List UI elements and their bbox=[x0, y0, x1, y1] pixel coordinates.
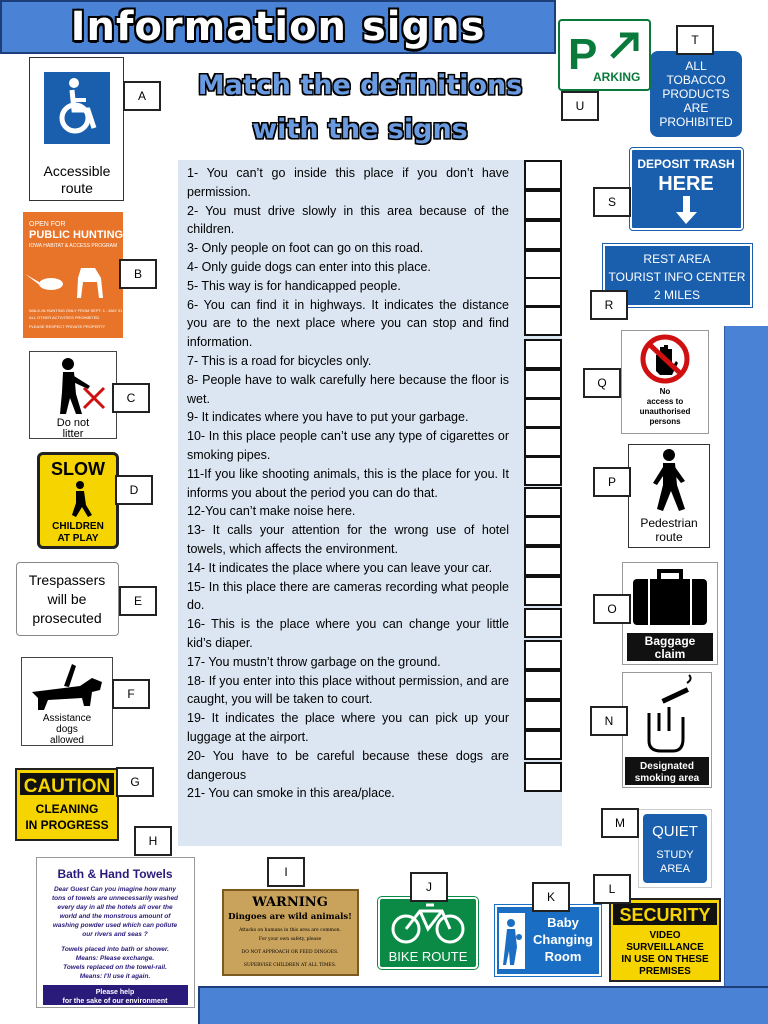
instructions-line-1: Match the definitions bbox=[197, 70, 523, 101]
label-a: A bbox=[123, 81, 161, 111]
sign-accessible-route bbox=[29, 57, 124, 201]
sign-j-text: BIKE ROUTE bbox=[388, 949, 468, 964]
sign-s-line-2: HERE bbox=[658, 173, 714, 195]
sign-baggage-claim bbox=[622, 562, 718, 665]
sign-u-letter: P bbox=[568, 30, 598, 79]
label-r: R bbox=[590, 290, 628, 320]
sign-h-footer-1: Please help bbox=[95, 989, 135, 996]
sign-h-body-8: Means: Please exchange. bbox=[75, 955, 155, 962]
sign-b-line-5: ALL OTHER ACTIVITIES PROHIBITED bbox=[29, 315, 100, 320]
sign-p-line-1: Pedestrian bbox=[640, 516, 698, 530]
sign-r-line-1: REST AREA bbox=[643, 252, 711, 266]
label-l: L bbox=[593, 874, 631, 904]
sign-t-line-3: PRODUCTS bbox=[662, 87, 730, 101]
sign-l-line-1: SECURITY bbox=[619, 905, 711, 925]
sign-trespassers bbox=[16, 562, 119, 636]
answer-box-5[interactable] bbox=[524, 277, 562, 307]
page-title: Information signs bbox=[70, 4, 486, 50]
sign-h-body-1: Dear Guest Can you imagine how many bbox=[53, 886, 177, 893]
label-i: I bbox=[267, 857, 305, 887]
sign-deposit-trash bbox=[630, 148, 743, 230]
label-f: F bbox=[112, 679, 150, 709]
sign-n-line-2: smoking area bbox=[634, 773, 700, 784]
definition-item: 3- Only people on foot can go on this road. bbox=[187, 241, 424, 256]
answer-box-17[interactable] bbox=[524, 640, 562, 670]
label-c: C bbox=[112, 383, 150, 413]
answer-box-7[interactable] bbox=[524, 339, 562, 369]
definition-item: 5- This way is for handicapped people. bbox=[187, 278, 401, 293]
sign-b-line-1: OPEN FOR bbox=[29, 221, 66, 228]
sign-parking bbox=[558, 19, 651, 91]
sign-t-line-1: ALL bbox=[685, 59, 707, 73]
definition-item: 2- You must drive slowly in this area because of the children. bbox=[187, 203, 509, 237]
sign-do-not-litter bbox=[29, 351, 117, 439]
deer-icon bbox=[77, 256, 103, 298]
sign-security bbox=[609, 898, 721, 982]
sign-q-line-4: persons bbox=[649, 417, 681, 426]
sign-i-line-1: WARNING bbox=[252, 895, 328, 910]
sign-r-line-2: TOURIST INFO CENTER bbox=[608, 270, 746, 284]
answer-box-8[interactable] bbox=[524, 369, 562, 399]
sign-h-body-2: tons of towels are unnecessarily washed bbox=[51, 895, 179, 902]
bicycle-icon bbox=[393, 905, 463, 942]
sign-b-line-3: IOWA HABITAT & ACCESS PROGRAM bbox=[29, 243, 118, 249]
definition-item: 21- You can smoke in this area/place. bbox=[187, 786, 395, 801]
sign-a-line-2: route bbox=[61, 180, 93, 196]
sign-l-line-2: VIDEO bbox=[649, 930, 681, 941]
sign-i-line-5: DO NOT APPROACH OR FEED DINGOES. bbox=[241, 950, 339, 955]
label-n: N bbox=[590, 706, 628, 736]
sign-bath-towels bbox=[36, 857, 195, 1008]
label-g: G bbox=[116, 767, 154, 797]
definitions-list bbox=[187, 164, 509, 803]
label-h: H bbox=[134, 826, 172, 856]
answer-box-2[interactable] bbox=[524, 190, 562, 220]
answer-box-6[interactable] bbox=[524, 306, 562, 336]
sign-m-line-3: AREA bbox=[660, 863, 690, 875]
label-t: T bbox=[676, 25, 714, 55]
sign-b-line-6: PLEASE RESPECT PRIVATE PROPERTY bbox=[29, 324, 106, 329]
definition-item: 7- This is a road for bicycles only. bbox=[187, 353, 372, 368]
definition-item: 18- If you enter into this place without permission, and are caught, you will be taken to court. bbox=[187, 673, 509, 707]
sign-d-line-1: SLOW bbox=[51, 459, 105, 479]
sign-q-line-3: unauthorised bbox=[639, 407, 691, 416]
sign-q-line-2: access to bbox=[646, 397, 684, 406]
sign-e-line-1: Trespassers bbox=[28, 572, 106, 588]
sign-u-text: ARKING bbox=[593, 70, 641, 84]
sign-l-line-3: SURVEILLANCE bbox=[626, 942, 704, 953]
sign-a-line-1: Accessible bbox=[43, 163, 111, 179]
sign-f-line-1: Assistance bbox=[42, 713, 92, 724]
answer-box-10[interactable] bbox=[524, 427, 562, 457]
sign-e-line-3: prosecuted bbox=[32, 610, 102, 626]
label-s: S bbox=[593, 187, 631, 217]
answer-box-3[interactable] bbox=[524, 220, 562, 250]
sign-g-line-1: CAUTION bbox=[23, 776, 111, 797]
sign-o-line-1: Baggage bbox=[644, 634, 696, 648]
answer-box-1[interactable] bbox=[524, 160, 562, 190]
definition-item: 8- People have to walk carefully here because the floor is wet. bbox=[187, 372, 509, 406]
definition-item: 13- It calls your attention for the wrong use of hotel towels, which affects the environment. bbox=[187, 523, 509, 556]
definition-item: 1- You can’t go inside this place if you don’t have permission. bbox=[187, 166, 509, 199]
sign-i-line-2: Dingoes are wild animals! bbox=[228, 912, 352, 922]
walking-person-icon bbox=[653, 449, 685, 511]
sign-pedestrian-route bbox=[628, 444, 710, 548]
label-m: M bbox=[601, 808, 639, 838]
sign-assistance-dogs bbox=[21, 657, 113, 746]
sign-d-line-2: CHILDREN bbox=[52, 521, 104, 532]
sign-tobacco-prohibited bbox=[650, 51, 742, 137]
sign-h-title: Bath & Hand Towels bbox=[57, 867, 173, 881]
sign-quiet-study bbox=[638, 809, 712, 888]
sign-h-body-7: Towels placed into bath or shower. bbox=[61, 946, 169, 953]
definition-item: 10- In this place people can’t use any type of cigarettes or smoking pipes. bbox=[187, 429, 509, 462]
label-u: U bbox=[561, 91, 599, 121]
sign-c-line-1: Do not bbox=[56, 417, 90, 429]
running-child-icon bbox=[72, 481, 92, 517]
sign-h-body-3: every day in all the hotels all over the bbox=[57, 904, 173, 911]
sign-caution-cleaning bbox=[15, 768, 119, 841]
answer-box-12[interactable] bbox=[524, 487, 562, 517]
sign-bike-route bbox=[378, 897, 478, 969]
sign-h-body-9: Towels replaced on the towel-rail. bbox=[63, 964, 167, 971]
sign-p-line-2: route bbox=[655, 530, 683, 544]
sign-baby-changing bbox=[495, 905, 601, 976]
sign-g-line-2: CLEANING bbox=[35, 802, 99, 816]
answer-box-21[interactable] bbox=[524, 762, 562, 792]
label-j: J bbox=[410, 872, 448, 902]
sign-s-line-1: DEPOSIT TRASH bbox=[637, 157, 735, 171]
pheasant-icon bbox=[25, 274, 63, 290]
definition-item: 17- You mustn’t throw garbage on the ground. bbox=[187, 654, 441, 669]
guide-dog-icon bbox=[32, 664, 102, 710]
answer-box-20[interactable] bbox=[524, 730, 562, 760]
smoking-hand-icon bbox=[649, 707, 683, 751]
label-b: B bbox=[119, 259, 157, 289]
sign-q-line-1: No bbox=[659, 387, 671, 396]
sign-k-line-3: Room bbox=[544, 949, 582, 964]
answer-box-4[interactable] bbox=[524, 250, 562, 280]
definition-item: 4- Only guide dogs can enter into this place. bbox=[187, 259, 431, 274]
sign-no-access bbox=[621, 330, 709, 434]
sign-t-line-2: TOBACCO bbox=[666, 73, 726, 87]
sign-t-line-4: ARE bbox=[683, 101, 709, 115]
sign-t-line-5: PROHIBITED bbox=[659, 115, 733, 129]
label-k: K bbox=[532, 882, 570, 912]
answer-box-11[interactable] bbox=[524, 456, 562, 486]
sign-i-line-3: Attacks on humans in this area are common. bbox=[239, 928, 341, 933]
sign-m-line-2: STUDY bbox=[656, 849, 694, 861]
label-o: O bbox=[593, 594, 631, 624]
sign-n-line-1: Designated bbox=[640, 761, 694, 772]
sign-h-footer-2: for the sake of our environment bbox=[62, 998, 168, 1005]
sign-k-line-1: Baby bbox=[547, 915, 579, 930]
no-entry-hand-icon bbox=[643, 337, 687, 381]
definition-item: 14- It indicates the place where you can leave your car. bbox=[187, 560, 493, 575]
sign-b-line-2: PUBLIC HUNTING bbox=[29, 229, 123, 241]
sign-o-line-2: claim bbox=[654, 647, 686, 661]
definition-item: 15- In this place there are cameras recording what people do. bbox=[187, 579, 509, 613]
sign-warning-dingoes bbox=[222, 889, 359, 976]
arrow-down-icon bbox=[676, 196, 697, 224]
sign-l-line-4: IN USE ON THESE bbox=[621, 954, 709, 965]
definition-item: 9- It indicates where you have to put your garbage. bbox=[187, 410, 469, 425]
sign-f-line-3: allowed bbox=[50, 735, 84, 745]
label-e: E bbox=[119, 586, 157, 616]
answer-box-9[interactable] bbox=[524, 398, 562, 428]
sign-r-line-3: 2 MILES bbox=[653, 288, 701, 302]
answer-box-15[interactable] bbox=[524, 576, 562, 606]
answer-box-16[interactable] bbox=[524, 608, 562, 638]
label-d: D bbox=[115, 475, 153, 505]
bottom-decor-bar bbox=[198, 986, 768, 1024]
sign-h-body-10: Means: I'll use it again. bbox=[79, 973, 151, 980]
definition-item: 11-If you like shooting animals, this is the place for you. It informs you about the period you can do that. bbox=[187, 466, 509, 500]
answer-box-19[interactable] bbox=[524, 700, 562, 730]
sign-i-line-4: For your own safety, please bbox=[258, 937, 322, 942]
instructions-line-2: with the signs bbox=[252, 114, 468, 145]
answer-box-18[interactable] bbox=[524, 670, 562, 700]
sign-f-line-2: dogs bbox=[56, 724, 78, 735]
answer-box-14[interactable] bbox=[524, 546, 562, 576]
sign-b-line-4: WALK-IN HUNTING ONLY FROM SEPT. 1 - MAY 31 bbox=[29, 308, 123, 313]
definition-item: 12-You can’t make noise here. bbox=[187, 504, 356, 519]
crossed-out-icon bbox=[84, 388, 104, 408]
definition-item: 19- It indicates the place where you can pick up your luggage at the airport. bbox=[187, 711, 509, 744]
right-decor-bar bbox=[724, 326, 768, 1024]
sign-l-line-5: PREMISES bbox=[639, 966, 691, 977]
suitcase-icon bbox=[633, 571, 707, 625]
arrow-up-right-icon bbox=[612, 35, 636, 57]
sign-h-body-5: washing powder used which can pollute bbox=[52, 922, 178, 929]
answer-box-13[interactable] bbox=[524, 516, 562, 546]
definition-item: 6- You can find it in highways. It indicates the distance you are to the next place where you can stop and find information. bbox=[187, 297, 509, 350]
sign-m-line-1: QUIET bbox=[652, 823, 698, 840]
sign-k-line-2: Changing bbox=[533, 932, 593, 947]
sign-i-line-6: SUPERVISE CHILDREN AT ALL TIMES. bbox=[243, 963, 337, 968]
sign-slow-children bbox=[37, 452, 119, 549]
sign-c-line-2: litter bbox=[62, 428, 84, 438]
sign-e-line-2: will be bbox=[47, 591, 87, 607]
sign-h-body-4: world and the monstrous amount of bbox=[59, 913, 171, 920]
sign-g-line-3: IN PROGRESS bbox=[25, 818, 109, 832]
sign-smoking-area bbox=[622, 672, 712, 788]
definition-item: 16- This is the place where you can change your little kid’s diaper. bbox=[187, 617, 509, 650]
label-q: Q bbox=[583, 368, 621, 398]
sign-h-body-6: our rivers and seas ? bbox=[82, 931, 148, 938]
definition-item: 20- You have to be careful because these dogs are dangerous bbox=[187, 748, 509, 782]
instructions-title bbox=[180, 64, 540, 152]
sign-public-hunting bbox=[23, 212, 123, 338]
label-p: P bbox=[593, 467, 631, 497]
sign-d-line-3: AT PLAY bbox=[57, 533, 99, 544]
